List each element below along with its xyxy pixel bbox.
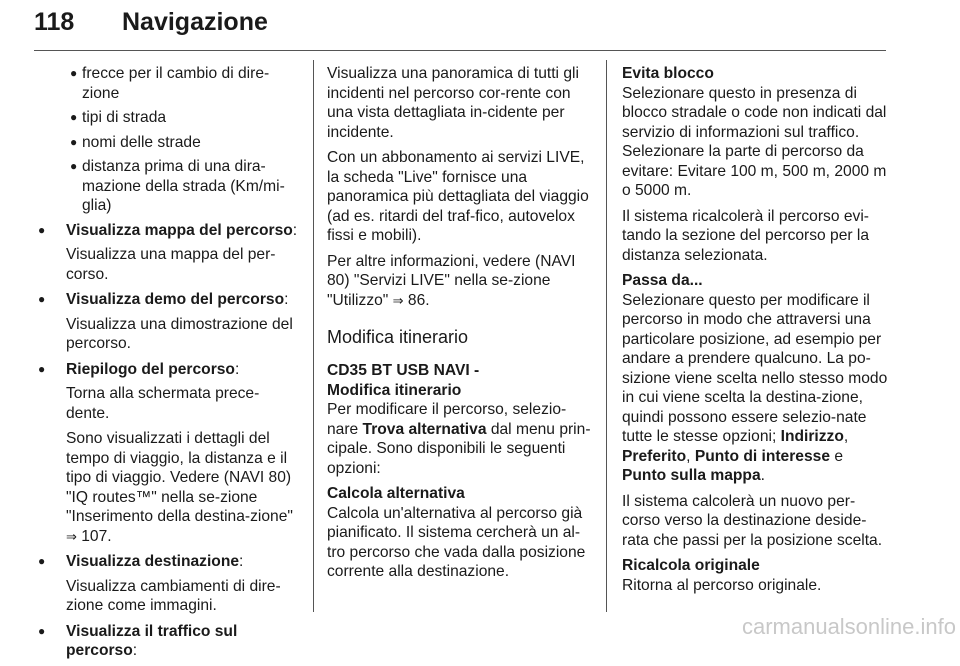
list-item: ● Visualizza destinazione: [34,552,300,572]
option-heading: Ricalcola originale [622,557,760,574]
item-detail: Sono visualizzati i dettagli del tempo di viaggio, la distanza e il tipo di viaggio. Vedere (NAVI 80) "IQ routes™" nella se-zione "Inserimento della destina-zione" ⇒ 107. [66,430,293,545]
paragraph: Per altre informazioni, vedere (NAVI 80) "Servizi LIVE" nella se-zione "Utilizzo" ⇒ 86. [327,252,576,309]
watermark: carmanualsonline.info [741,614,956,639]
item-description: Visualizza una mappa del per-corso. [66,246,276,283]
bullet-icon: ● [38,623,46,638]
paragraph: Selezionare questo in presenza di blocco stradale o code non indicati dal servizio di informazioni sul traffico. Selezionare la parte di percorso da evitare: Evitare 100 m, 500 m, 2000 m o 5000 m. [622,84,887,199]
paragraph: Visualizza una panoramica di tutti gli incidenti nel percorso cor-rente con una vista dettagliata in-cidente per incidente. [327,65,579,141]
list-item: ● Visualizza mappa del percorso: [34,221,300,241]
page-number: 118 [34,8,75,36]
bullet-icon: ● [70,66,78,80]
column-divider-1 [313,60,314,612]
page-ref-icon: ⇒ [392,292,404,308]
list-item: ● distanza prima di una dira-mazione della strada (Km/mi-glia) [56,157,300,216]
item-description: Visualizza una dimostrazione del percorso. [66,315,293,352]
paragraph: Con un abbonamento ai servizi LIVE, la scheda "Live" fornisce una panoramica più dettagliata del viaggio (ad es. ritardi del traf-fico, autovelox fissi e mobili). [327,149,589,244]
column-divider-2 [606,60,607,612]
column-2 [327,64,593,588]
item-description: Torna alla schermata prece-dente. [66,385,260,422]
section-heading: Modifica itinerario [327,327,469,347]
list-item: ● Riepilogo del percorso: [34,360,300,380]
item-description: Visualizza cambiamenti di dire-zione come immagini. [66,577,281,614]
option-heading: Evita blocco [622,65,714,82]
list-item: ● Visualizza demo del percorso: [34,290,300,310]
header-rule [34,50,886,51]
paragraph: Ritorna al percorso originale. [622,576,822,594]
page-ref: 86. [407,291,430,309]
column-1 [34,64,300,666]
paragraph: Calcola un'alternativa al percorso già pianificato. Il sistema cercherà un al-tro percorso che vada dalla posizione corrente alla destinazione. [327,504,586,580]
list-item: ● tipi di strada [56,108,300,128]
list-item: ● frecce per il cambio di dire-zione [56,64,300,103]
option-heading: Passa da... [622,272,703,289]
page-ref-icon: ⇒ [66,528,77,544]
paragraph: Per modificare il percorso, selezio-nare Trova alternativa dal menu prin-cipale. Sono disponibili le seguenti opzioni: [327,401,591,477]
chapter-title: Navigazione [122,8,268,36]
option-heading: Calcola alternativa [327,485,465,502]
subsection-heading-line1: CD35 BT USB NAVI - [327,362,480,379]
bullet-icon: ● [70,159,78,173]
bullet-icon: ● [38,292,46,306]
bullet-icon: ● [38,554,46,568]
column-3 [622,64,888,601]
bullet-icon: ● [70,134,78,149]
paragraph: Il sistema calcolerà un nuovo per-corso verso la destinazione deside-rata che passi per la posizione scelta. [622,492,883,549]
list-item: ● Visualizza il traffico sul percorso: [34,622,300,661]
bullet-icon: ● [38,361,46,376]
page-ref: 107. [81,527,112,545]
paragraph: Il sistema ricalcolerà il percorso evi-tando la sezione del percorso per la distanza selezionata. [622,207,870,264]
list-item: ● nomi delle strade [56,133,300,153]
page-header [34,8,886,50]
subsection-heading-line2: Modifica itinerario [327,381,462,399]
bullet-icon: ● [38,222,46,237]
bullet-icon: ● [70,110,78,124]
paragraph: Selezionare questo per modificare il percorso in modo che attraversi una particolare posizione, ad esempio per andare a prendere qualcuno. La po-sizione viene scelta nello stesso modo in cui viene scelta la destina-zione, quindi possono essere selezio-nate tutte le stesse opzioni; Indirizzo, Preferito, Punto di interesse e Punto sulla mappa. [622,291,888,484]
